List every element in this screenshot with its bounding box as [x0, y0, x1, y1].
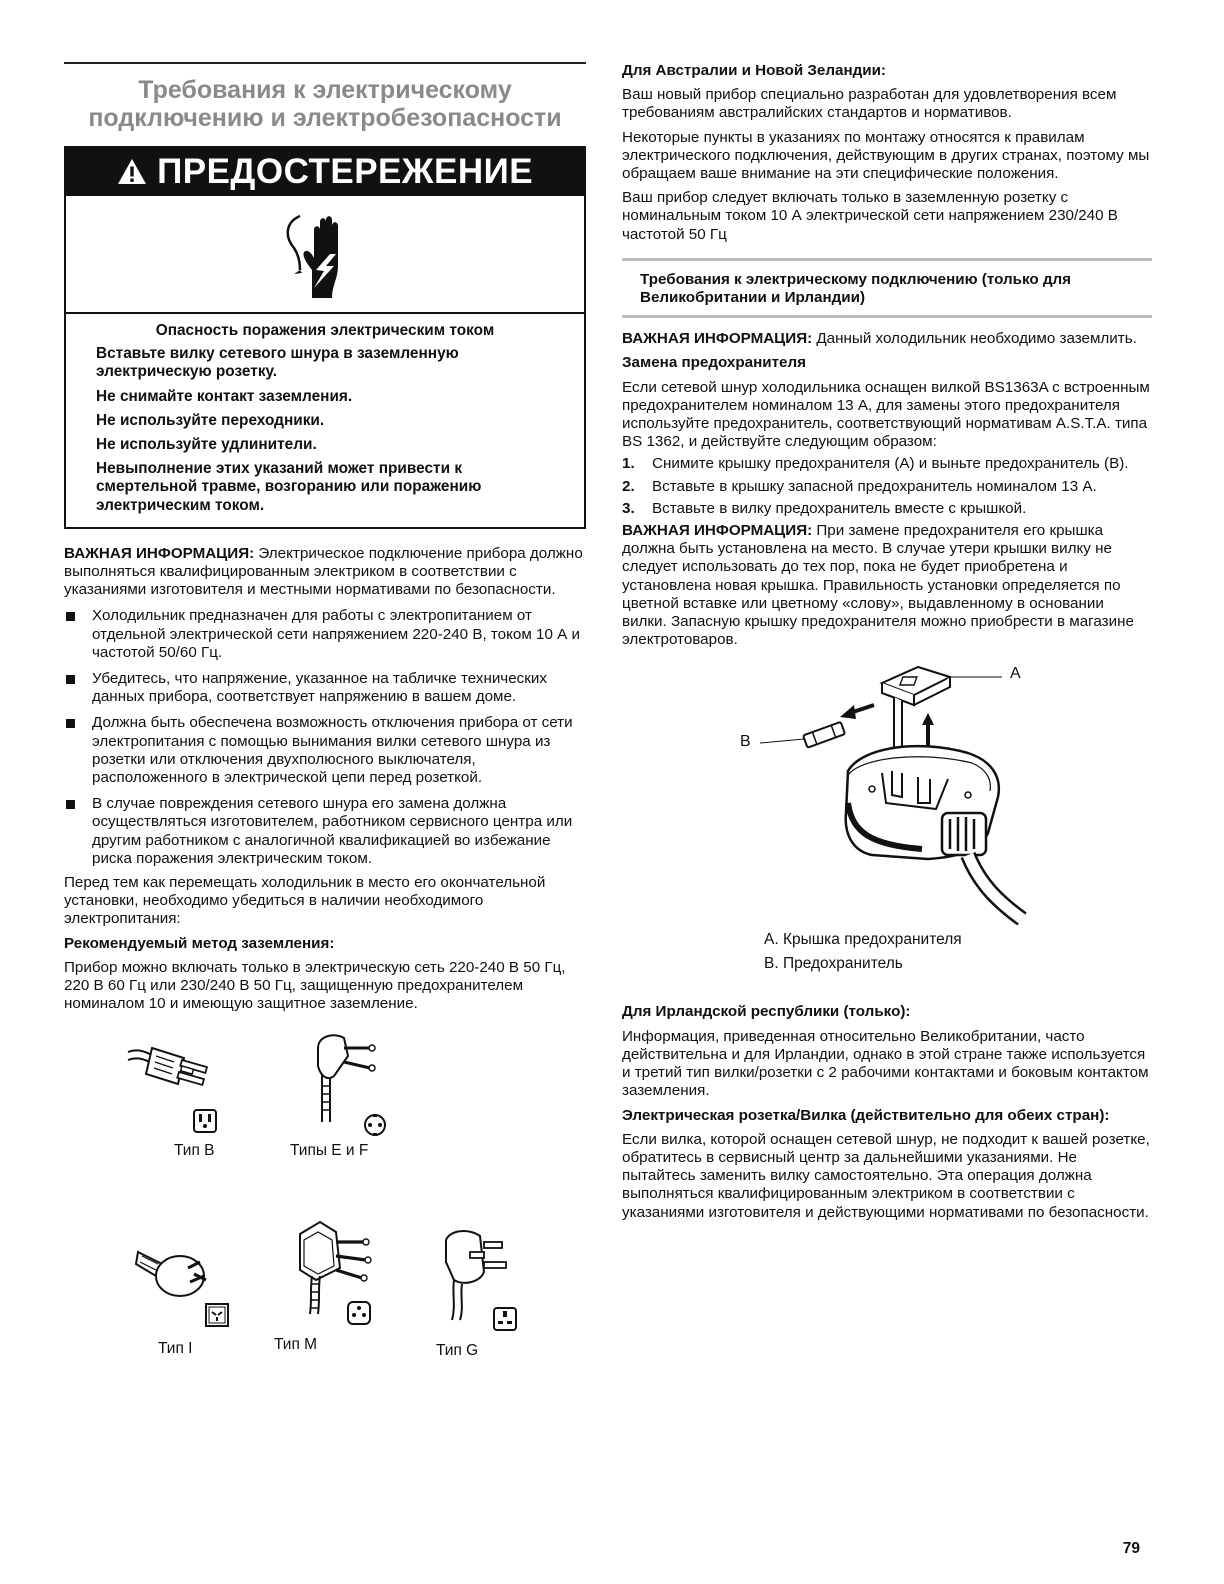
- fuse-plug-figure: [622, 663, 1152, 923]
- grounding-title: Рекомендуемый метод заземления:: [64, 934, 335, 952]
- warning-line: Вставьте вилку сетевого шнура в заземленную электрическую розетку.: [96, 345, 459, 381]
- type-ef-plug-icon: [304, 1026, 384, 1126]
- ireland-paragraph: Информация, приведенная относительно Великобритании, часто действительна и для Ирландии, однако в этой стране также используется и третий тип вилки/розетки с 2 рабочими контактами и боковым контактом заземления.: [622, 1027, 1149, 1100]
- uk-requirements-title: Требования к электрическому подключению (только для Великобритании и Ирландии): [640, 270, 1072, 307]
- list-item: Холодильник предназначен для работы с электропитанием от отдельной электрической сети напряжением 220-240 В, током 10 А и частотой 50/60 Гц.: [64, 607, 586, 662]
- warning-line: Не используйте удлинители.: [96, 436, 317, 454]
- type-g-socket-icon: [492, 1306, 518, 1332]
- fuse-replacement-paragraph: Если сетевой шнур холодильника оснащен вилкой BS1363A с встроенным предохранителем номиналом 13 А, для замены этого предохранителя используйте предохранитель, соответствующий нормативам A.S.T.A. типа BS 1362, и действуйте следующим образом:: [622, 378, 1150, 451]
- type-i-socket-icon: [204, 1302, 230, 1328]
- requirements-list: [64, 607, 586, 868]
- important-label: ВАЖНАЯ ИНФОРМАЦИЯ:: [622, 330, 813, 348]
- type-b-label: Тип B: [174, 1141, 215, 1159]
- step-text: Вставьте в крышку запасной предохранитель номиналом 13 А.: [652, 477, 1097, 495]
- uk-requirements-box: [622, 258, 1152, 318]
- page-number: 79: [1122, 1540, 1140, 1557]
- warning-triangle-icon: [117, 152, 157, 191]
- section-rule: [64, 62, 586, 64]
- warning-line: Не используйте переходники.: [96, 411, 325, 429]
- type-m-label: Тип M: [274, 1335, 318, 1353]
- right-column: [622, 62, 1152, 1222]
- electric-shock-hand-icon: [280, 208, 370, 300]
- list-item: В случае повреждения сетевого шнура его замена должна осуществляться изготовителем, работником сервисного центра или другим работником с аналогичной квалификацией во избежание риска поражения электрическим током.: [64, 795, 586, 868]
- socket-plug-title: Электрическая розетка/Вилка (действительно для обеих стран):: [622, 1106, 1110, 1124]
- danger-title: Опасность поражения электрическим током: [155, 322, 495, 339]
- list-item: [622, 478, 1152, 496]
- figure-label-b: B: [740, 733, 751, 751]
- type-b-socket-icon: [192, 1108, 218, 1134]
- type-b-plug-icon: [126, 1038, 222, 1094]
- important-text: Электрическое подключение прибора должно выполняться квалифицированным электриком в соответствии с указаниями изготовителя и местными нормативами по безопасности.: [64, 544, 583, 599]
- before-move-paragraph: Перед тем как перемещать холодильник в место его окончательной установки, необходимо убедиться в наличии необходимого электропитания:: [64, 874, 546, 928]
- important-label: ВАЖНАЯ ИНФОРМАЦИЯ:: [64, 544, 255, 562]
- uk-important-paragraph: [622, 330, 1152, 348]
- type-ef-label: Типы E и F: [290, 1141, 369, 1159]
- type-ef-socket-icon: [362, 1112, 388, 1138]
- fuse-steps-list: [622, 455, 1152, 518]
- warning-header: [66, 148, 584, 196]
- step-text: Вставьте в вилку предохранитель вместе с крышкой.: [652, 499, 1027, 517]
- type-i-plug-icon: [134, 1238, 218, 1302]
- left-column: [64, 62, 586, 1398]
- important-label: ВАЖНАЯ ИНФОРМАЦИЯ:: [622, 522, 813, 540]
- legend-item-b: B. Предохранитель: [764, 955, 903, 973]
- step-text: Снимите крышку предохранителя (А) и выньте предохранитель (В).: [652, 455, 1129, 473]
- list-item: [622, 500, 1152, 518]
- figure-legend: [764, 929, 1152, 975]
- warning-title: ПРЕДОСТЕРЕЖЕНИЕ: [157, 152, 534, 191]
- important-text: Данный холодильник необходимо заземлить.: [812, 330, 1137, 348]
- type-i-label: Тип I: [158, 1339, 193, 1357]
- australia-paragraph: Ваш новый прибор специально разработан для удовлетворения всем требованиям австралийских стандартов и нормативов.: [622, 86, 1117, 122]
- warning-line: Невыполнение этих указаний может привести к смертельной травме, возгоранию или поражению электрическим током.: [96, 460, 482, 514]
- grounding-paragraph: Прибор можно включать только в электрическую сеть 220-240 В 50 Гц, 220 В 60 Гц или 230/240 В 50 Гц, защищенную предохранителем номиналом 10 и имеющую защитное заземление.: [64, 958, 566, 1013]
- fuse-important-paragraph: [622, 522, 1152, 649]
- list-item: Убедитесь, что напряжение, указанное на табличке технических данных прибора, соответствует напряжению в вашем доме.: [64, 670, 586, 706]
- step-number: 1.: [622, 455, 635, 473]
- important-paragraph: [64, 545, 586, 600]
- section-title: Требования к электрическому подключению и электробезопасности: [88, 76, 562, 132]
- step-number: 2.: [622, 477, 635, 495]
- plug-types-figure: [64, 1038, 586, 1398]
- important-text: При замене предохранителя его крышка должна быть установлена на место. В случае утери крышки вилку не следует использовать до тех пор, пока не будет приобретена и установлена новая крышка. Правильность установки определяется по цветной вставке или цветному «слову», выдавленному в основании вилки. Запасную крышку предохранителя можно приобрести в магазине электротоваров.: [622, 522, 1134, 649]
- fuse-replacement-title: Замена предохранителя: [622, 354, 806, 372]
- socket-plug-paragraph: Если вилка, которой оснащен сетевой шнур, не подходит к вашей розетке, обратитесь в сервисный центр за дальнейшими указаниями. Не пытайтесь заменить вилку самостоятельно. Эта операция должна выполняться квалифицированным электриком в соответствии с указаниями изготовителя и действующими нормативами по безопасности.: [622, 1130, 1150, 1221]
- shock-hazard-area: [66, 196, 584, 314]
- type-g-label: Тип G: [436, 1341, 479, 1359]
- step-number: 3.: [622, 499, 635, 517]
- figure-label-a: A: [1010, 665, 1021, 683]
- list-item: Должна быть обеспечена возможность отключения прибора от сети электропитания с помощью вынимания вилки сетевого шнура из розетки или отключения двухполюсного выключателя, расположенного в электрической цепи перед розеткой.: [64, 714, 586, 787]
- australia-paragraph: Ваш прибор следует включать только в заземленную розетку с номинальным током 10 А электрической сети напряжением 230/240 В частотой 50 Гц: [622, 189, 1118, 243]
- fuse-plug-diagram: [722, 663, 1042, 925]
- list-item: [622, 455, 1152, 473]
- warning-box: [64, 146, 586, 529]
- warning-line: Не снимайте контакт заземления.: [96, 387, 353, 405]
- australia-title: Для Австралии и Новой Зеландии:: [622, 62, 886, 79]
- australia-paragraph: Некоторые пункты в указаниях по монтажу относятся к правилам электрического подключения, действующим в других странах, поэтому мы обращаем ваше внимание на эти специфические положения.: [622, 128, 1150, 183]
- type-m-socket-icon: [346, 1300, 372, 1326]
- ireland-title: Для Ирландской республики (только):: [622, 1003, 911, 1021]
- legend-item-a: A. Крышка предохранителя: [764, 931, 962, 949]
- warning-text: [66, 314, 584, 527]
